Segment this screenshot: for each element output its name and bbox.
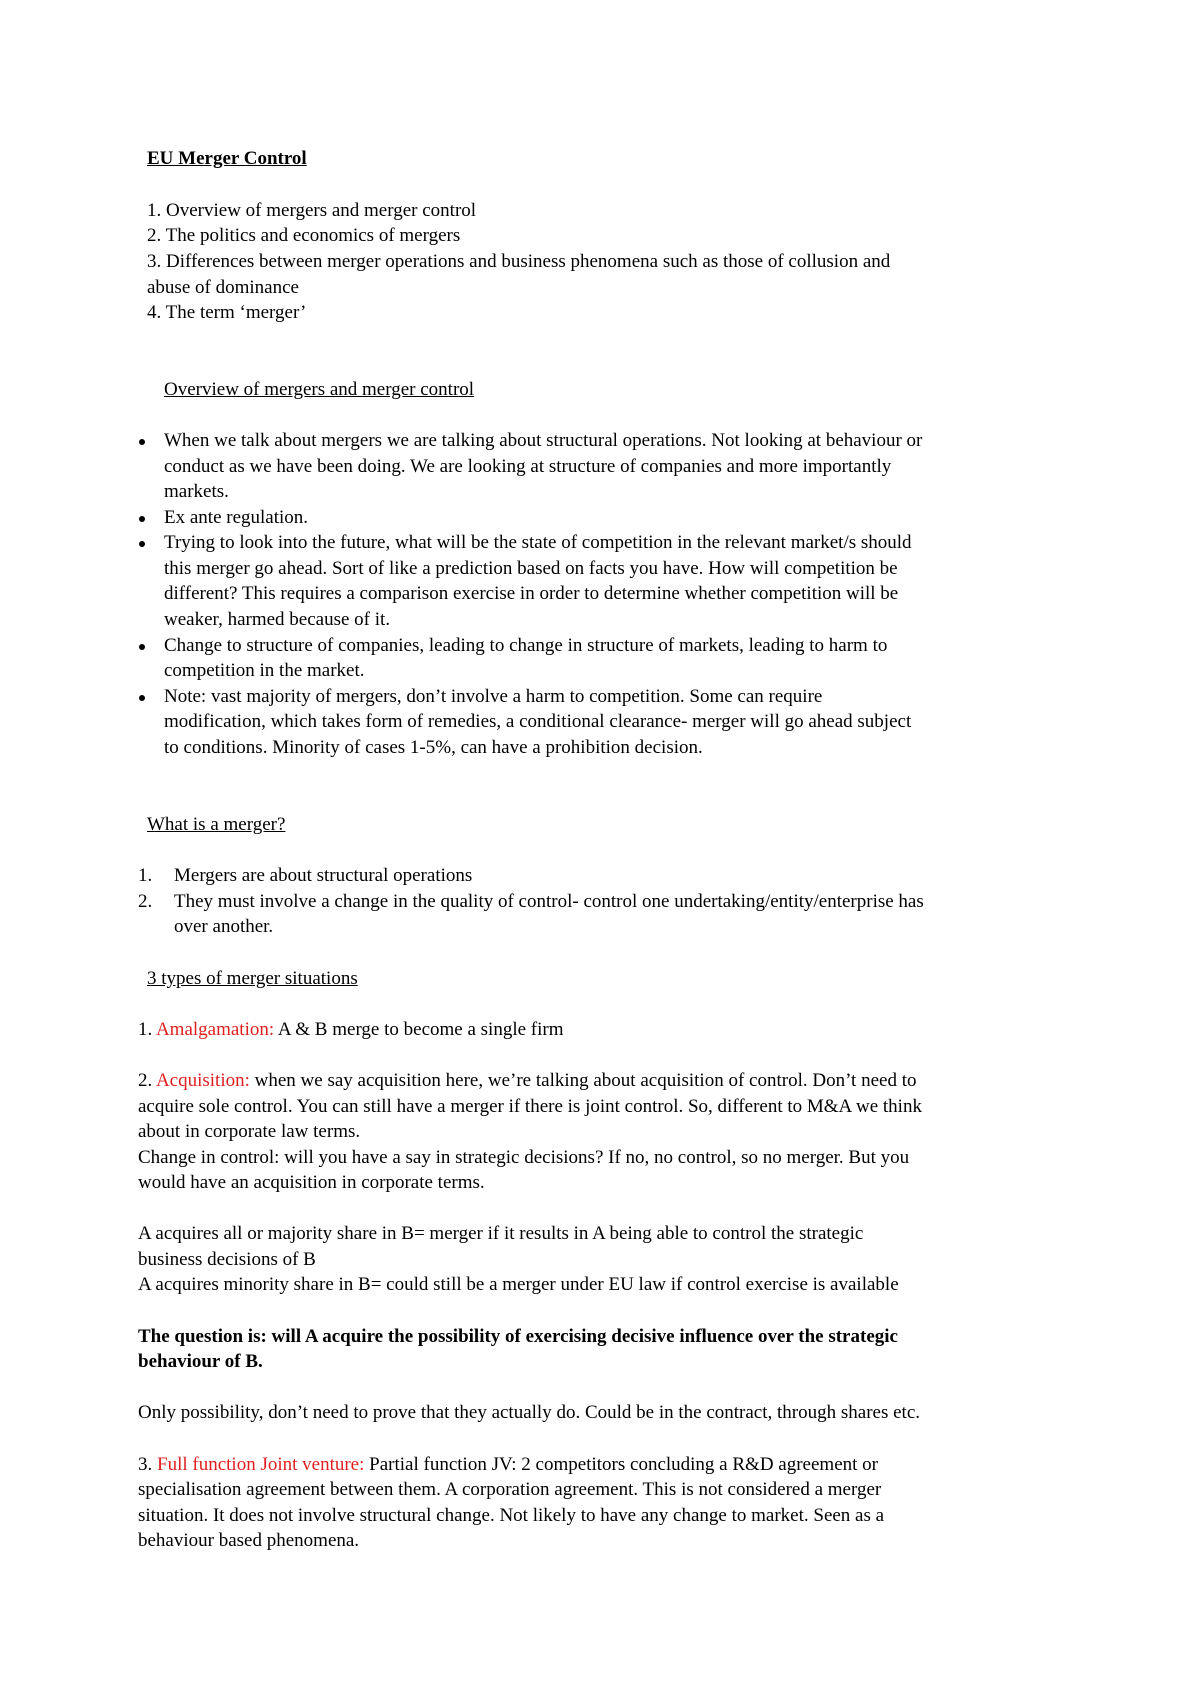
list-number: 2. (138, 1070, 153, 1091)
key-question: The question is: will A acquire the possibility of exercising decisive influence over the strategic (138, 1326, 898, 1347)
bullet-icon (139, 541, 145, 547)
toc-item: 1. Overview of mergers and merger control (147, 200, 477, 221)
bullet-icon (139, 516, 145, 522)
bullet-icon (139, 644, 145, 650)
bullet-text: Change to structure of companies, leading to change in structure of markets, leading to harm to (164, 635, 888, 656)
paragraph-line: specialisation agreement between them. A corporation agreement. This is not considered a merger (138, 1479, 882, 1500)
bullet-text: When we talk about mergers we are talking about structural operations. Not looking at behaviour or (164, 430, 923, 451)
list-item: over another. (174, 916, 274, 937)
paragraph-line: A acquires all or majority share in B= merger if it results in A being able to control the strategic (138, 1223, 864, 1244)
paragraph-line: acquire sole control. You can still have a merger if there is joint control. So, different to M&A we think (138, 1096, 922, 1117)
toc-item: 2. The politics and economics of mergers (147, 225, 461, 246)
term-text: when we say acquisition here, we’re talking about acquisition of control. Don’t need to (249, 1070, 917, 1091)
section-heading: What is a merger? (147, 814, 286, 835)
paragraph-line: Change in control: will you have a say in strategic decisions? If no, no control, so no merger. But you (138, 1147, 910, 1168)
list-item: They must involve a change in the quality of control- control one undertaking/entity/enterprise has (174, 891, 924, 912)
toc-item: abuse of dominance (147, 277, 299, 298)
bullet-text: competition in the market. (164, 660, 365, 681)
bullet-icon (139, 439, 145, 445)
bullet-text: different? This requires a comparison exercise in order to determine whether competition will be (164, 583, 899, 604)
key-question: behaviour of B. (138, 1351, 263, 1372)
bullet-text: markets. (164, 481, 229, 502)
bullet-text: conduct as we have been doing. We are looking at structure of companies and more importantly (164, 456, 892, 477)
bullet-text: Ex ante regulation. (164, 507, 309, 528)
paragraph-line: A acquires minority share in B= could still be a merger under EU law if control exercise is available (138, 1274, 899, 1295)
bullet-text: to conditions. Minority of cases 1-5%, can have a prohibition decision. (164, 737, 703, 758)
acquisition-paragraph (138, 1068, 916, 1094)
term-label: Amalgamation: (155, 1019, 275, 1040)
paragraph-line: behaviour based phenomena. (138, 1530, 360, 1551)
term-text: A & B merge to become a single firm (274, 1019, 564, 1040)
jv-paragraph (138, 1452, 878, 1478)
term-label: Acquisition: (155, 1070, 250, 1091)
section-heading: Overview of mergers and merger control (164, 379, 475, 400)
bullet-text: Trying to look into the future, what will be the state of competition in the relevant market/s should (164, 532, 912, 553)
bullet-icon (139, 695, 145, 701)
term-text: Partial function JV: 2 competitors concluding a R&D agreement or (364, 1454, 878, 1475)
page-title: EU Merger Control (147, 148, 307, 169)
paragraph-line: Only possibility, don’t need to prove that they actually do. Could be in the contract, through shares etc. (138, 1402, 920, 1423)
section-heading: 3 types of merger situations (147, 968, 358, 989)
list-item: Mergers are about structural operations (174, 865, 473, 886)
list-number: 1. (138, 1019, 153, 1040)
bullet-text: Note: vast majority of mergers, don’t involve a harm to competition. Some can require (164, 686, 823, 707)
term-label: Full function Joint venture: (157, 1454, 365, 1475)
bullet-text: weaker, harmed because of it. (164, 609, 391, 630)
paragraph-line: would have an acquisition in corporate terms. (138, 1172, 485, 1193)
paragraph-line: about in corporate law terms. (138, 1121, 361, 1142)
amalgamation-paragraph (138, 1017, 564, 1043)
list-number: 2. (138, 891, 153, 912)
paragraph-line: business decisions of B (138, 1249, 316, 1270)
list-number: 1. (138, 865, 153, 886)
toc-item: 3. Differences between merger operations and business phenomena such as those of collusion and (147, 251, 891, 272)
bullet-text: this merger go ahead. Sort of like a prediction based on facts you have. How will competition be (164, 558, 898, 579)
toc-item: 4. The term ‘merger’ (147, 302, 307, 323)
bullet-text: modification, which takes form of remedies, a conditional clearance- merger will go ahead subject (164, 711, 912, 732)
paragraph-line: situation. It does not involve structural change. Not likely to have any change to market. Seen as a (138, 1505, 885, 1526)
list-number: 3. (138, 1454, 157, 1475)
